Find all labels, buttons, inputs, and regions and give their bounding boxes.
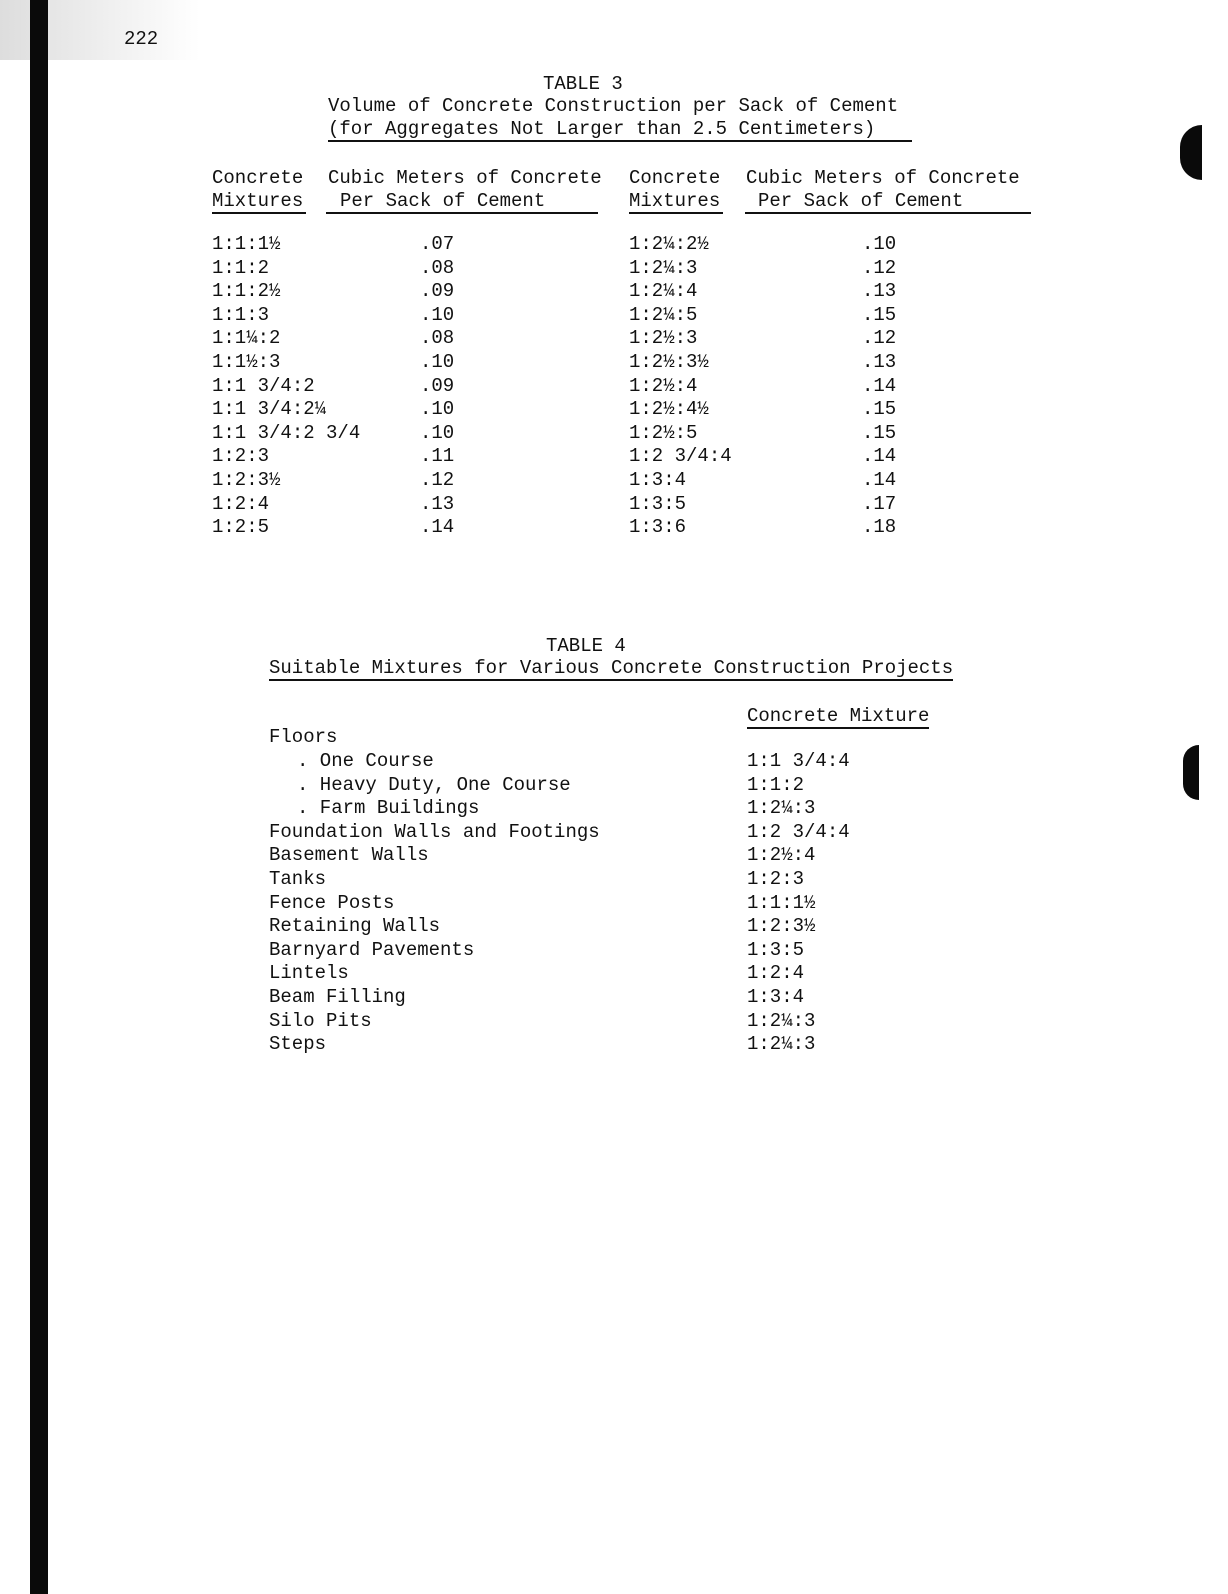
volume-cell: .10 <box>420 398 455 421</box>
mixture-cell: 1:2:3 <box>747 868 805 890</box>
volume-cell: .15 <box>862 303 897 326</box>
table4-title: TABLE 4 <box>546 635 626 657</box>
col-header-vol-left: Cubic Meters of Concrete <box>328 167 602 189</box>
mixture-cell: 1:2:3½ <box>747 915 816 938</box>
col-header-vol-right-2: Per Sack of Cement <box>758 190 964 212</box>
mixture-cell: 1:2¼:3 <box>747 1033 816 1056</box>
table4-group-floors: Floors <box>269 726 338 748</box>
col-header-vol-left-2: Per Sack of Cement <box>340 190 546 212</box>
scan-punch-hole <box>1180 125 1202 180</box>
volume-cell: .09 <box>420 374 455 397</box>
page-number: 222 <box>124 28 159 50</box>
table4-column-header: Concrete Mixture <box>747 705 930 727</box>
project-cell: Lintels <box>269 962 349 985</box>
volume-cell: .13 <box>862 351 897 373</box>
project-cell: . Heavy Duty, One Course <box>297 773 571 796</box>
mixture-cell: 1:1 3/4:2 3/4 <box>212 421 361 444</box>
volume-cell: .17 <box>862 492 897 515</box>
volume-cell: .10 <box>420 303 455 326</box>
project-cell: Retaining Walls <box>269 915 441 938</box>
mixture-cell: 1:1:2½ <box>212 280 281 303</box>
table4-subtitle: Suitable Mixtures for Various Concrete Construction Projects <box>269 657 954 679</box>
mixture-cell: 1:3:5 <box>629 492 687 515</box>
header-rule <box>629 212 723 214</box>
mixture-cell: 1:3:4 <box>747 986 805 1008</box>
volume-cell: .18 <box>862 516 897 539</box>
volume-cell: .08 <box>420 256 455 279</box>
mixture-cell: 1:2½:4 <box>629 374 698 397</box>
mixture-cell: 1:2¼:3 <box>629 256 698 279</box>
volume-cell: .15 <box>862 398 897 421</box>
project-cell: Fence Posts <box>269 891 395 914</box>
mixture-cell: 1:2½:4½ <box>629 398 709 421</box>
volume-cell: .10 <box>420 421 455 444</box>
mixture-cell: 1:3:6 <box>629 516 687 539</box>
volume-cell: .14 <box>862 445 897 468</box>
mixture-cell: 1:1:2 <box>212 256 270 279</box>
col-header-mix-right-2: Mixtures <box>629 190 721 212</box>
volume-cell: .14 <box>862 374 897 397</box>
mixture-cell: 1:2:5 <box>212 516 270 539</box>
mixture-cell: 1:2¼:3 <box>747 1009 816 1032</box>
mixture-cell: 1:2:3 <box>212 445 270 468</box>
volume-cell: .09 <box>420 280 455 303</box>
volume-cell: .14 <box>420 516 455 539</box>
project-cell: . Farm Buildings <box>297 797 480 820</box>
mixture-cell: 1:2½:3 <box>629 327 698 350</box>
mixture-cell: 1:2:4 <box>212 492 270 515</box>
volume-cell: .07 <box>420 233 455 255</box>
header-rule <box>212 212 306 214</box>
mixture-cell: 1:1 3/4:2 <box>212 374 315 397</box>
mixture-cell: 1:2½:5 <box>629 421 698 444</box>
scan-binding-edge <box>30 0 48 1594</box>
col-header-mix-left: Concrete <box>212 167 304 189</box>
mixture-cell: 1:2 3/4:4 <box>629 445 732 468</box>
project-cell: Tanks <box>269 868 327 890</box>
project-cell: Silo Pits <box>269 1009 372 1032</box>
mixture-cell: 1:2:4 <box>747 962 805 985</box>
volume-cell: .13 <box>420 492 455 515</box>
volume-cell: .12 <box>420 469 455 491</box>
project-cell: Foundation Walls and Footings <box>269 820 600 843</box>
col-header-vol-right: Cubic Meters of Concrete <box>746 167 1020 189</box>
mixture-cell: 1:1:1½ <box>747 891 816 914</box>
mixture-cell: 1:2¼:2½ <box>629 233 709 255</box>
mixture-cell: 1:1:3 <box>212 303 270 326</box>
col-header-mix-left-2: Mixtures <box>212 190 304 212</box>
volume-cell: .10 <box>862 233 897 255</box>
volume-cell: .13 <box>862 280 897 303</box>
mixture-cell: 1:1:1½ <box>212 233 281 255</box>
volume-cell: .10 <box>420 351 455 373</box>
mixture-cell: 1:2:3½ <box>212 469 281 491</box>
scan-punch-hole <box>1183 745 1199 800</box>
mixture-cell: 1:2½:3½ <box>629 351 709 373</box>
header-rule <box>326 212 598 214</box>
project-cell: Beam Filling <box>269 986 406 1008</box>
mixture-cell: 1:3:5 <box>747 938 805 961</box>
mixture-cell: 1:2¼:5 <box>629 303 698 326</box>
mixture-cell: 1:1:2 <box>747 773 805 796</box>
mixture-cell: 1:2 3/4:4 <box>747 820 850 843</box>
table3-subtitle-2: (for Aggregates Not Larger than 2.5 Centimeters) <box>328 118 912 142</box>
project-cell: Basement Walls <box>269 844 429 867</box>
table3-title: TABLE 3 <box>543 73 623 95</box>
volume-cell: .14 <box>862 469 897 491</box>
volume-cell: .12 <box>862 256 897 279</box>
mixture-cell: 1:2½:4 <box>747 844 816 867</box>
volume-cell: .11 <box>420 445 455 468</box>
volume-cell: .15 <box>862 421 897 444</box>
mixture-cell: 1:2¼:4 <box>629 280 698 303</box>
mixture-cell: 1:1½:3 <box>212 351 281 373</box>
project-cell: . One Course <box>297 750 434 772</box>
table3-subtitle: Volume of Concrete Construction per Sack of Cement <box>328 95 899 117</box>
mixture-cell: 1:1 3/4:2¼ <box>212 398 327 421</box>
mixture-cell: 1:1 3/4:4 <box>747 750 850 772</box>
header-rule <box>745 212 1031 214</box>
project-cell: Barnyard Pavements <box>269 938 475 961</box>
volume-cell: .08 <box>420 327 455 350</box>
project-cell: Steps <box>269 1033 327 1056</box>
volume-cell: .12 <box>862 327 897 350</box>
mixture-cell: 1:3:4 <box>629 469 687 491</box>
mixture-cell: 1:2¼:3 <box>747 797 816 820</box>
col-header-mix-right: Concrete <box>629 167 721 189</box>
mixture-cell: 1:1¼:2 <box>212 327 281 350</box>
